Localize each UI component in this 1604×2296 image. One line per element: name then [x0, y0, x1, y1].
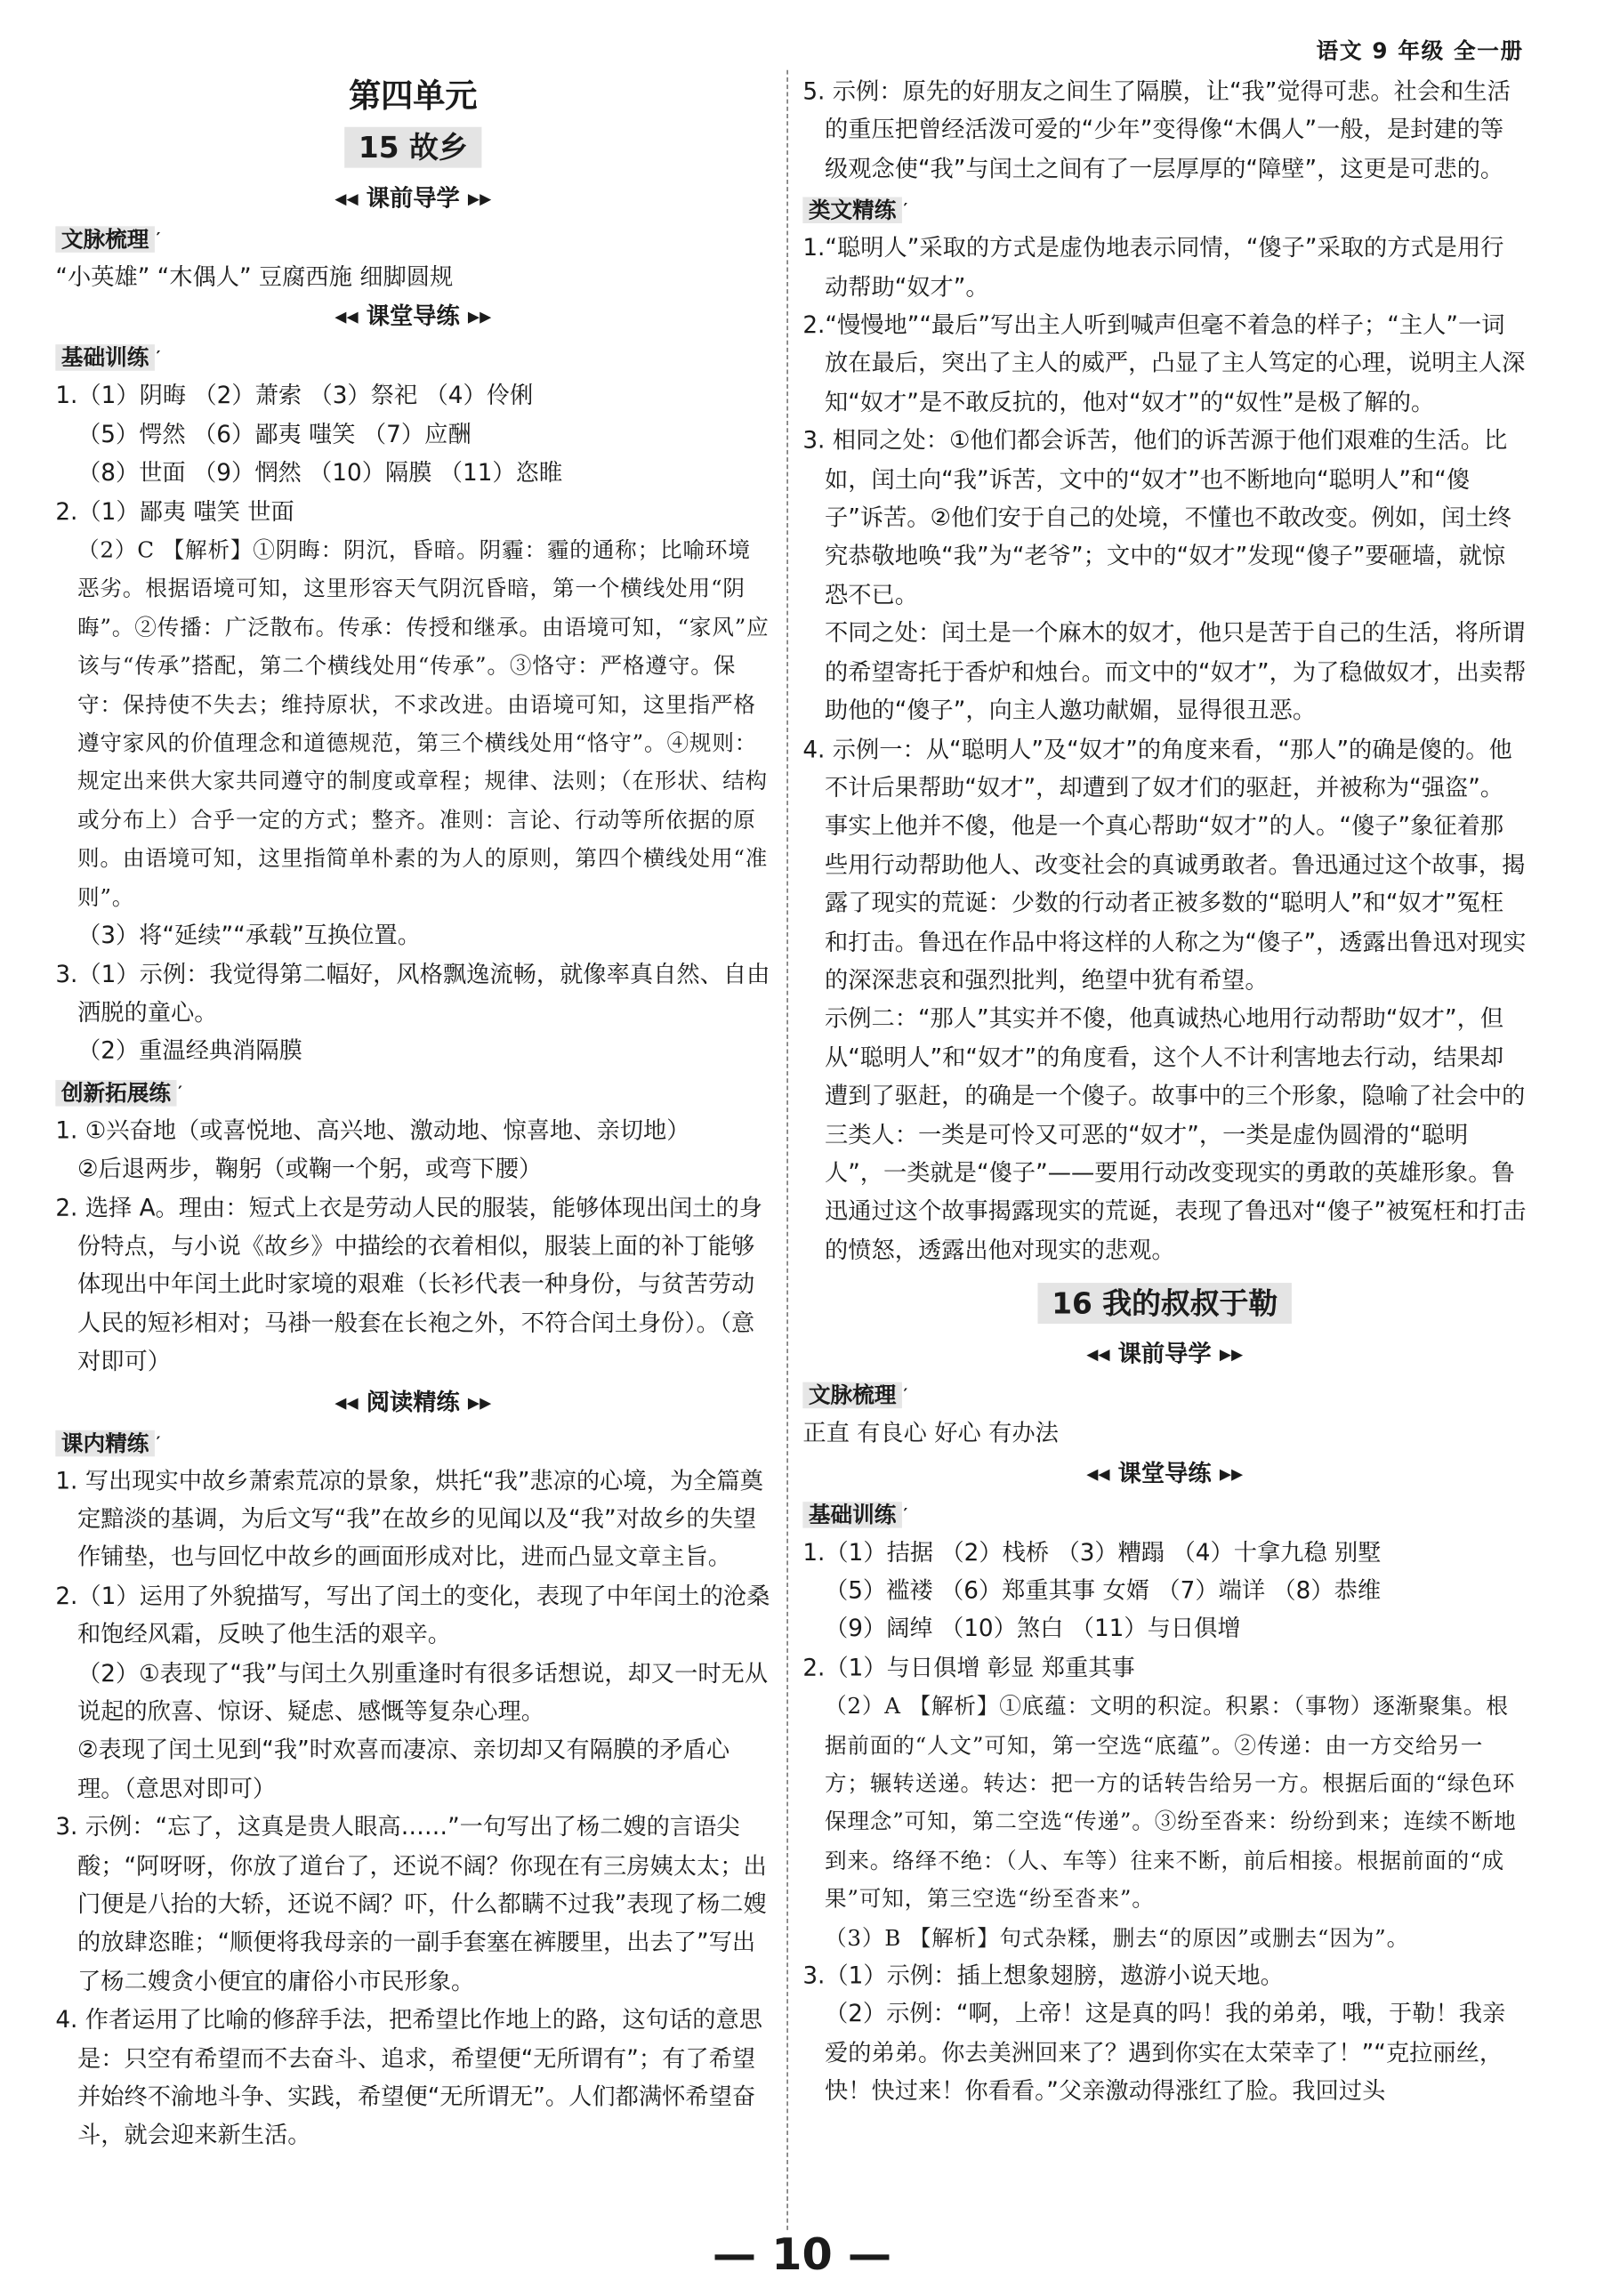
wenmai-text: “小英雄” “木偶人” 豆腐西施 细脚圆规 — [55, 262, 454, 291]
subsection-wenmai: 文脉梳理 ′ — [55, 221, 770, 259]
answer-line: 2.（1）运用了外貌描写，写出了闰土的变化，表现了中年闰土的沧桑和饱经风霜，反映了他生活的艰辛。 — [55, 1582, 770, 1648]
unit-title: 第四单元 — [349, 78, 478, 116]
answer-line: 3. 示例：“忘了，这真是贵人眼高……”一句写出了杨二嫂的言语尖酸；“阿呀呀，你放了道台了，还说不阔？你现在有三房姨太太；出门便是八抬的大轿，还说不阔？吓，什么都瞒不过我”表现了杨二嫂的放肆恣睢；“顺便将我母亲的一副手套塞在裤腰里，出去了”写出了杨二嫂贪小便宜的庸俗小市民形象。 — [55, 1812, 767, 1995]
column-divider — [786, 70, 788, 2230]
analysis-text: （2）C 【解析】①阴晦：阴沉，昏暗。阴霾：霾的通称；比喻环境恶劣。根据语境可知，这里形容天气阴沉昏暗，第一个横线处用“阴晦”。②传播：广泛散布。传承：传授和继承。由语境可知，“家风”应该与“传承”搭配，第二个横线处用“传承”。③恪守：严格遵守。保守：保持使不失去；维持原状，不求改进。由语境可知，这里指严格遵守家风的价值理念和道德规范，第三个横线处用“恪守”。④规则：规定出来供大家共同遵守的制度或章程；规律、法则；（在形状、结构或分布上）合乎一定的方式；整齐。准则：言论、行动等所依据的原则。由语境可知，这里指简单朴素的为人的原则，第四个横线处用“准则”。 — [77, 536, 770, 911]
page-number: — 10 — — [712, 2229, 892, 2282]
answer-line: （2）示例：“啊，上帝！这是真的吗！我的弟弟，哦，于勒！我亲爱的弟弟。你去美洲回来了？遇到你实在太荣幸了！”“克拉丽丝，快！快过来！你看看。”父亲激动得涨红了脸。我回过头 — [824, 2000, 1506, 2106]
subsection-wenmai: 文脉梳理 ′ — [802, 1376, 1527, 1414]
answer-line: （5）愕然 （6）鄙夷 嗤笑 （7）应酬 — [77, 420, 472, 448]
left-column — [55, 0, 770, 2155]
analysis-text: （3）B 【解析】句式杂糅，删去“的原因”或删去“因为”。 — [824, 1924, 1410, 1951]
section-title-reading: ◂◂ 阅读精练 ▸▸ — [335, 1387, 492, 1415]
answer-line: 示例二：“那人”其实并不傻，他真诚热心地用行动帮助“奴才”，但从“聪明人”和“奴才”的角度看，这个人不计利害地去行动，结果却遭到了驱赶，的确是一个傻子。故事中的三个形象，隐喻了社会中的三类人：一类是可怜又可恶的“奴才”，一类是虚伪圆滑的“聪明人”，一类就是“傻子”——要用行动改变现实的勇敢的英雄形象。鲁迅通过这个故事揭露现实的荒诞，表现了鲁迅对“傻子”被冤枉和打击的愤怒，透露出他对现实的悲观。 — [824, 1004, 1527, 1264]
answer-line: 3.（1）示例：插上想象翅膀，遨游小说天地。 — [802, 1962, 1284, 1990]
right-column — [802, 0, 1527, 2111]
answer-line: ②后退两步，鞠躬（或鞠一个躬，或弯下腰） — [77, 1154, 543, 1183]
answer-line: （9）阔绰 （10）煞白 （11）与日俱增 — [824, 1615, 1241, 1643]
subsection-leiwen: 类文精练 ′ — [802, 191, 1527, 230]
lesson-title: 15 故乡 — [55, 125, 770, 172]
answer-line: 4. 示例一：从“聪明人”及“奴才”的角度来看，“那人”的确是傻的。他不计后果帮助“奴才”，却遭到了奴才们的驱赶，并被称为“强盗”。事实上他并不傻，他是一个真心帮助“奴才”的人。“傻子”象征着那些用行动帮助他人、改变社会的真诚勇敢者。鲁迅通过这个故事，揭露了现实的荒诞：少数的行动者正被多数的“聪明人”和“奴才”冤枉和打击。鲁迅在作品中将这样的人称之为“傻子”，透露出鲁迅对现实的深深悲哀和强烈批判，绝望中犹有希望。 — [802, 735, 1527, 995]
answer-line: （2）①表现了“我”与闰土久别重逢时有很多话想说，却又一时无从说起的欣喜、惊讶、疑虑、感慨等复杂心理。 — [77, 1658, 769, 1726]
answer-line: 2. 选择 A。理由：短式上衣是劳动人民的服装，能够体现出闰土的身份特点，与小说《故乡》中描绘的衣着相似，服装上面的补丁能够体现出中年闰土此时家境的艰难（长衫代表一种身份，与贫苦劳动人民的短衫相对；马褂一般套在长袍之外，不符合闰土身份）。（意对即可） — [55, 1193, 763, 1375]
answer-line: （3）将“延续”“承载”互换位置。 — [77, 921, 422, 949]
answer-line: 不同之处：闰土是一个麻木的奴才，他只是苦于自己的生活，将所谓的希望寄托于香炉和烛台。而文中的“奴才”，为了稳做奴才，出卖帮助他的“傻子”，向主人邀功献媚，显得很丑恶。 — [824, 619, 1527, 724]
subsection-jichu: 基础训练 ′ — [55, 339, 770, 377]
answer-line: 3. 相同之处：①他们都会诉苦，他们的诉苦源于他们艰难的生活。比如，闰土向“我”诉苦，文中的“奴才”也不断地向“聪明人”和“傻子”诉苦。②他们安于自己的处境，不懂也不敢改变。例如，闰土终究恭敬地唤“我”为“老爷”；文中的“奴才”发现“傻子”要砸墙，就惊恐不已。 — [802, 426, 1512, 608]
running-header: 语文 9 年级 全一册 — [1316, 37, 1524, 65]
section-title-class: ◂◂ 课堂导练 ▸▸ — [1086, 1458, 1244, 1487]
answer-line: （8）世面 （9）惘然 （10）隔膜 （11）恣睢 — [77, 458, 563, 487]
section-title-preview: ◂◂ 课前导学 ▸▸ — [335, 183, 492, 212]
analysis-text: （2）A 【解析】①底蕴：文明的积淀。积累：（事物）逐渐聚集。根据前面的“人文”可知，第一空选“底蕴”。②传递：由一方交给另一方；辗转送递。转达：把一方的话转告给另一方。根据后面的“绿色环保理念”可知，第二空选“传递”。③纷至沓来：纷纷到来；连续不断地到来。络绎不绝：（人、车等）往来不断，前后相接。根据前面的“成果”可知，第三空选“纷至沓来”。 — [824, 1693, 1517, 1913]
answer-line: （5）褴褛 （6）郑重其事 女婿 （7）端详 （8）恭维 — [824, 1575, 1382, 1605]
answer-line: 2.“慢慢地”“最后”写出主人听到喊声但毫不着急的样子；“主人”一词放在最后，突出了主人的威严，凸显了主人笃定的心理，说明主人深知“奴才”是不敢反抗的，他对“奴才”的“奴性”是极了解的。 — [802, 310, 1526, 416]
wenmai-text: 正直 有良心 好心 有办法 — [802, 1418, 1059, 1447]
answer-line: 1.“聪明人”采取的方式是虚伪地表示同情，“傻子”采取的方式是用行动帮助“奴才”。 — [802, 233, 1504, 301]
section-title-class: ◂◂ 课堂导练 ▸▸ — [335, 302, 492, 331]
answer-line: 1.（1）阴晦 （2）萧索 （3）祭祀 （4）伶俐 — [55, 381, 534, 410]
answer-line: 1.（1）拮据 （2）栈桥 （3）糟蹋 （4）十拿九稳 别墅 — [802, 1537, 1382, 1566]
subsection-jichu: 基础训练 ′ — [802, 1495, 1527, 1534]
answer-line: 4. 作者运用了比喻的修辞手法，把希望比作地上的路，这句话的意思是：只空有希望而不去奋斗、追求，希望便“无所谓有”；有了希望并始终不渝地斗争、实践，希望便“无所谓无”。人们都满怀希望奋斗，就会迎来新生活。 — [55, 2005, 762, 2149]
answer-line: ②表现了闰土见到“我”时欢喜而凄凉、亲切却又有隔膜的矛盾心理。（意思对即可） — [77, 1736, 730, 1802]
answer-line: （2）重温经典消隔膜 — [77, 1036, 302, 1065]
subsection-kenei: 课内精练 ′ — [55, 1424, 770, 1462]
subsection-chuangxin: 创新拓展练 ′ — [55, 1074, 770, 1112]
section-title-preview: ◂◂ 课前导学 ▸▸ — [1086, 1340, 1244, 1368]
answer-line: 3.（1）示例：我觉得第二幅好，风格飘逸流畅，就像率真自然、自由洒脱的童心。 — [55, 959, 770, 1027]
answer-line: 2.（1）与日俱增 彰显 郑重其事 — [802, 1653, 1135, 1681]
lesson-title: 16 我的叔叔于勒 — [802, 1282, 1527, 1328]
answer-line: 5. 示例：原先的好朋友之间生了隔膜，让“我”觉得可悲。社会和生活的重压把曾经活泼可爱的“少年”变得像“木偶人”一般，是封建的等级观念使“我”与闰土之间有了一层厚厚的“障壁”，这更是可悲的。 — [802, 77, 1511, 182]
answer-line: 1. 写出现实中故乡萧索荒凉的景象，烘托“我”悲凉的心境，为全篇奠定黯淡的基调，为后文写“我”在故乡的见闻以及“我”对故乡的失望作铺垫，也与回忆中故乡的画面形成对比，进而凸显文章主旨。 — [55, 1466, 763, 1571]
answer-line: 2.（1）鄙夷 嗤笑 世面 — [55, 496, 294, 526]
answer-line: 1. ①兴奋地（或喜悦地、高兴地、激动地、惊喜地、亲切地） — [55, 1116, 690, 1144]
